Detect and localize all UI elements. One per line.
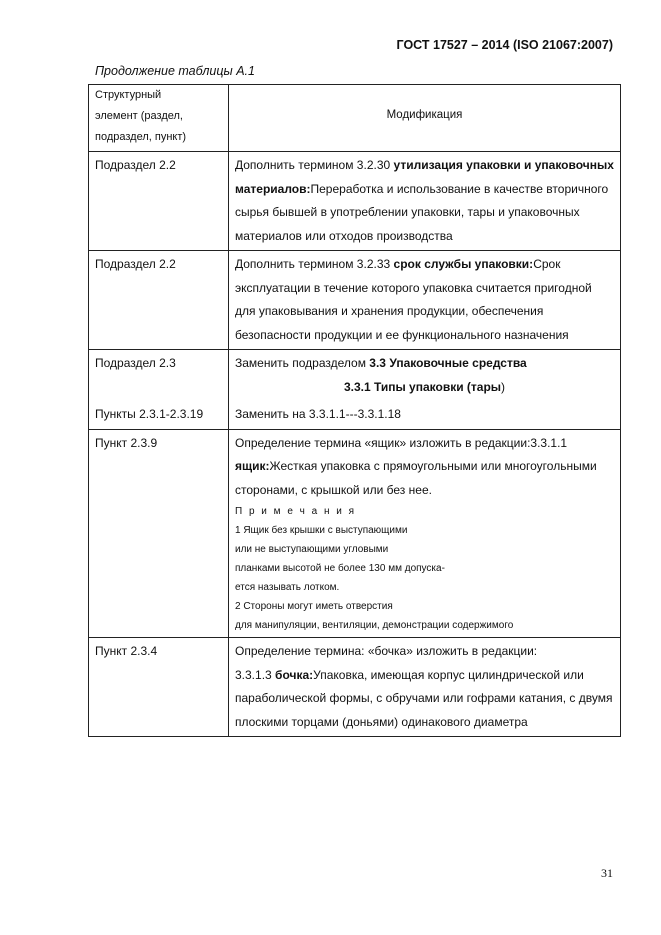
table-row <box>89 152 621 251</box>
page-number: 31 <box>601 866 613 880</box>
row-modification: Определение термина «ящик» изложить в редакции:3.3.1.1 ящик:Жесткая упаковка с прямоугольными или многоугольными сторонами, с крышкой или без нее. П р и м е ч а н и я 1 Ящик без крышки с выступающими или не выступающими угловыми планками высотой не более 130 мм допуска- ется называть лотком. 2 Стороны могут иметь отверстия для манипуляции, вентиляции, демонстрации содержимого <box>229 429 621 638</box>
row-modification: Дополнить термином 3.2.33 срок службы упаковки:Срок эксплуатации в течение которого упаковка считается пригодной для упаковывания и хранения продукции, обеспечения безопасности продукции и ее функционального назначения <box>229 251 621 350</box>
table-row <box>89 251 621 350</box>
row-element: Пункты 2.3.1-2.3.19 <box>89 401 229 429</box>
table-row <box>89 350 621 402</box>
row-modification: Заменить подразделом 3.3 Упаковочные средства 3.3.1 Типы упаковки (тары) <box>229 350 621 402</box>
table-header-row <box>89 85 621 152</box>
row-element: Пункт 2.3.9 <box>89 429 229 638</box>
row-modification: Дополнить термином 3.2.30 утилизация упаковки и упаковочных материалов:Переработка и использование в качестве вторичного сырья бывшей в употреблении упаковки, тары и упаковочных материалов или отходов производства <box>229 152 621 251</box>
table-row <box>89 638 621 737</box>
header-structural-element: Структурный элемент (раздел, подраздел, пункт) <box>89 85 229 152</box>
row-element: Подраздел 2.2 <box>89 152 229 251</box>
document-header: ГОСТ 17527 – 2014 (ISO 21067:2007) <box>396 38 613 52</box>
row-modification: Определение термина: «бочка» изложить в редакции: 3.3.1.3 бочка:Упаковка, имеющая корпус цилиндрической или параболической формы, с обручами или гофрами катания, с двумя плоскими торцами (доньями) одинакового диаметра <box>229 638 621 737</box>
modification-table <box>88 84 621 737</box>
table-row <box>89 401 621 429</box>
row-element: Подраздел 2.3 <box>89 350 229 402</box>
header-modification: Модификация <box>229 85 621 152</box>
notes-title: П р и м е ч а н и я <box>235 506 357 517</box>
row-element: Подраздел 2.2 <box>89 251 229 350</box>
table-row <box>89 429 621 638</box>
row-element: Пункт 2.3.4 <box>89 638 229 737</box>
table-caption: Продолжение таблицы А.1 <box>95 64 255 78</box>
row-modification: Заменить на 3.3.1.1---3.3.1.18 <box>229 401 621 429</box>
